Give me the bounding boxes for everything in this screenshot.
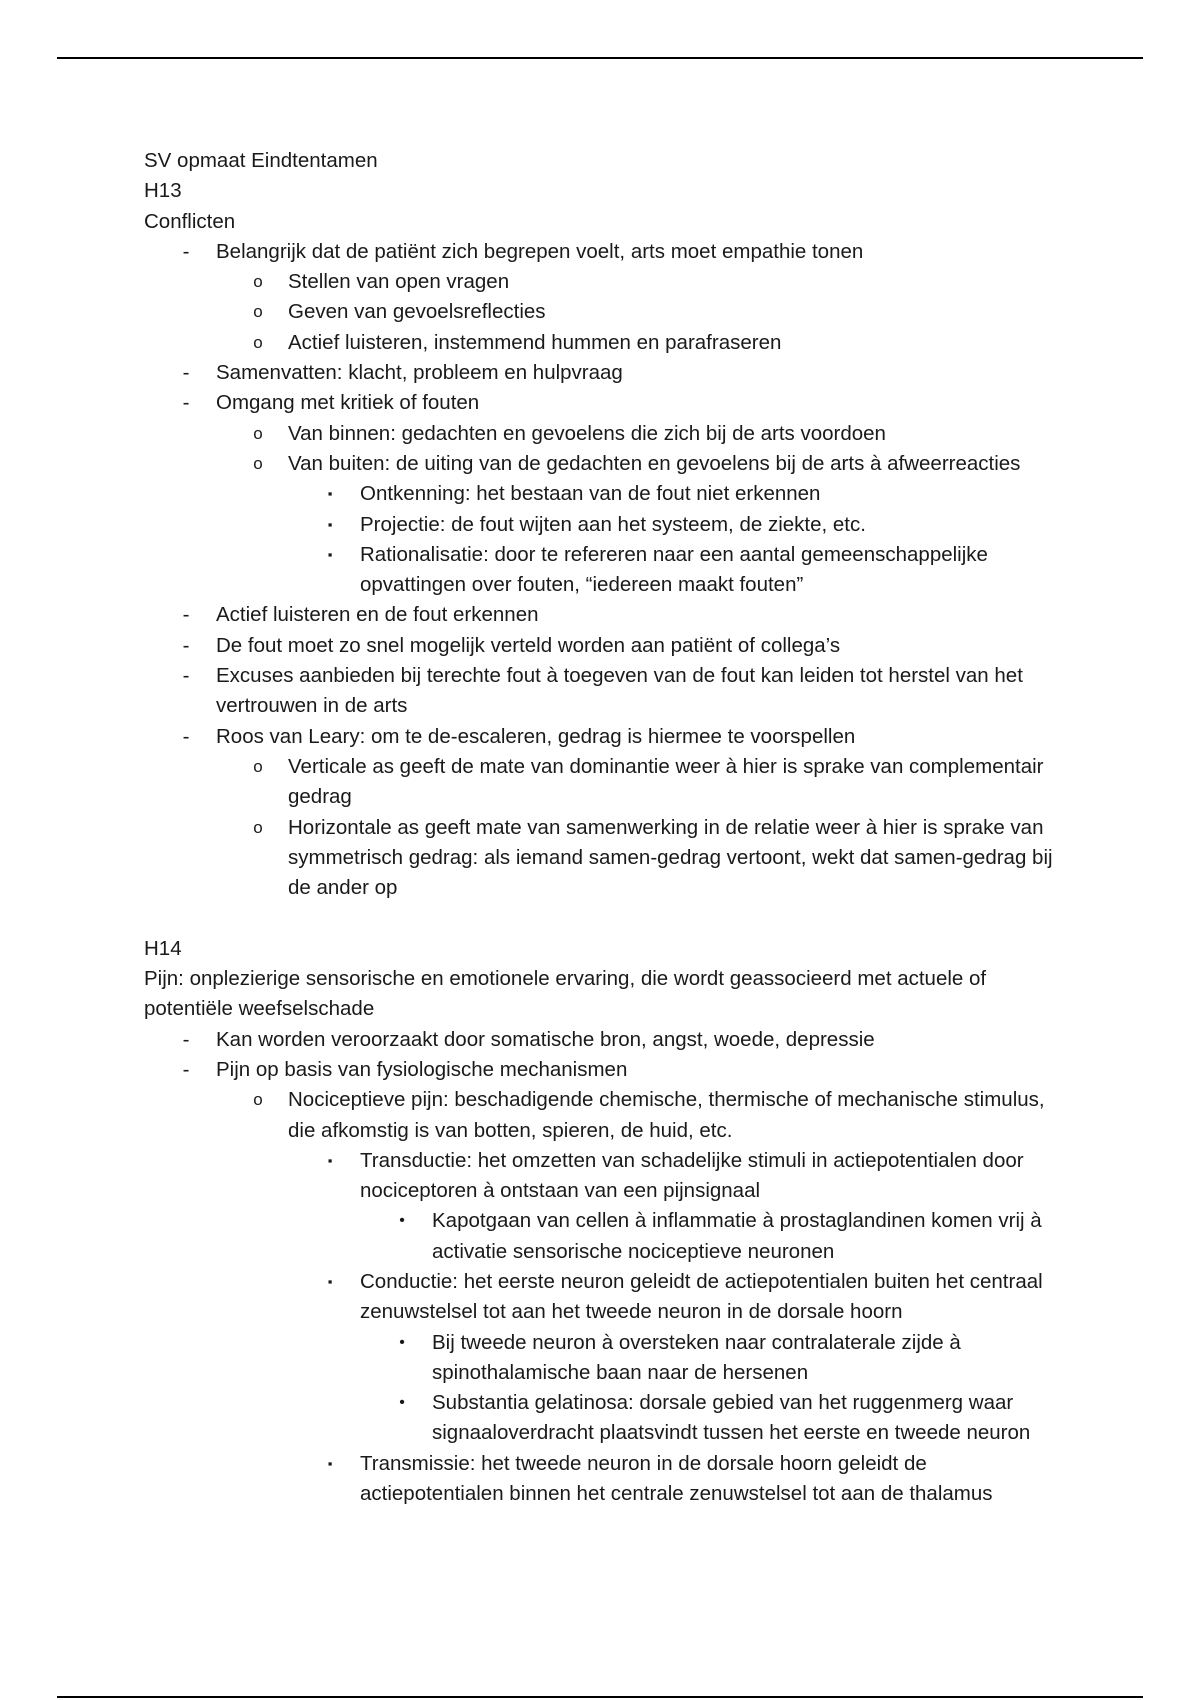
list-item: ▪ Ontkenning: het bestaan van de fout niet erkennen [144,479,1074,509]
list-item: - Excuses aanbieden bij terechte fout à toegeven van de fout kan leiden tot herstel van het vertrouwen in de arts [144,661,1074,722]
list-item: o Stellen van open vragen [144,267,1074,297]
list-item: o Actief luisteren, instemmend hummen en parafraseren [144,328,1074,358]
list-item: - De fout moet zo snel mogelijk verteld worden aan patiënt of collega’s [144,631,1074,661]
dash-marker: - [182,1027,190,1051]
square-bullet-icon: ▪ [327,546,333,562]
list-item: • Bij tweede neuron à oversteken naar contralaterale zijde à spinothalamische baan naar de hersenen [144,1328,1074,1389]
list-item: - Samenvatten: klacht, probleem en hulpvraag [144,358,1074,388]
dash-marker: - [182,724,190,748]
dash-marker: - [182,239,190,263]
dash-marker: - [182,664,190,688]
list-item: - Roos van Leary: om te de-escaleren, gedrag is hiermee te voorspellen [144,722,1074,752]
circle-bullet-icon: o [253,332,263,352]
list-item: ▪ Projectie: de fout wijten aan het systeem, de ziekte, etc. [144,510,1074,540]
dash-marker: - [182,391,190,415]
list-item: - Omgang met kritiek of fouten [144,388,1074,418]
list-item: ▪ Transmissie: het tweede neuron in de dorsale hoorn geleidt de actiepotentialen binnen het centrale zenuwstelsel tot aan de thalamus [144,1449,1074,1510]
round-bullet-icon: • [399,1333,405,1351]
circle-bullet-icon: o [253,423,263,443]
list-item: - Belangrijk dat de patiënt zich begrepen voelt, arts moet empathie tonen [144,237,1074,267]
square-bullet-icon: ▪ [327,516,333,532]
list-item: ▪ Rationalisatie: door te refereren naar een aantal gemeenschappelijke opvattingen over fouten, “iedereen maakt fouten” [144,540,1074,601]
header-rule [57,57,1143,59]
list-item: - Actief luisteren en de fout erkennen [144,600,1074,630]
dash-marker: - [182,603,190,627]
circle-bullet-icon: o [253,756,263,776]
square-bullet-icon: ▪ [327,1273,333,1289]
list-item: • Kapotgaan van cellen à inflammatie à prostaglandinen komen vrij à activatie sensorische nociceptieve neuronen [144,1206,1074,1267]
list-item: • Substantia gelatinosa: dorsale gebied van het ruggenmerg waar signaaloverdracht plaatsvindt tussen het eerste en tweede neuron [144,1388,1074,1449]
circle-bullet-icon: o [253,272,263,292]
round-bullet-icon: • [399,1212,405,1230]
dash-marker: - [182,361,190,385]
list-item: ▪ Transductie: het omzetten van schadelijke stimuli in actiepotentialen door nociceptoren à ontstaan van een pijnsignaal [144,1146,1074,1207]
list-item: - Pijn op basis van fysiologische mechanismen [144,1055,1074,1085]
list-item: o Horizontale as geeft mate van samenwerking in de relatie weer à hier is sprake van symmetrisch gedrag: als iemand samen-gedrag vertoont, wekt dat samen-gedrag bij de ander op [144,813,1074,904]
circle-bullet-icon: o [253,302,263,322]
circle-bullet-icon: o [253,1090,263,1110]
section-heading-h14: H14 [144,936,182,960]
footer-rule [57,1696,1143,1698]
square-bullet-icon: ▪ [327,1152,333,1168]
definition-paragraph: Pijn: onplezierige sensorische en emotionele ervaring, die wordt geassocieerd met actuele of potentiële weefselschade [144,967,987,1021]
document-title: SV opmaat Eindtentamen [144,149,378,172]
list-item: o Geven van gevoelsreflecties [144,297,1074,327]
list-item: - Kan worden veroorzaakt door somatische bron, angst, woede, depressie [144,1025,1074,1055]
dash-marker: - [182,1057,190,1081]
list-item: ▪ Conductie: het eerste neuron geleidt de actiepotentialen buiten het centraal zenuwstelsel tot aan het tweede neuron in de dorsale hoorn [144,1267,1074,1328]
section-spacer [144,903,1074,933]
square-bullet-icon: ▪ [327,1455,333,1471]
list-item: o Van binnen: gedachten en gevoelens die zich bij de arts voordoen [144,419,1074,449]
section-subheading: Conflicten [144,209,236,233]
list-item: o Nociceptieve pijn: beschadigende chemische, thermische of mechanische stimulus, die afkomstig is van botten, spieren, de huid, etc. [144,1085,1074,1146]
document-body [144,146,1074,1509]
dash-marker: - [182,633,190,657]
round-bullet-icon: • [399,1394,405,1412]
section-heading-h13: H13 [144,179,182,203]
list-item: o Verticale as geeft de mate van dominantie weer à hier is sprake van complementair gedrag [144,752,1074,813]
circle-bullet-icon: o [253,817,263,837]
square-bullet-icon: ▪ [327,486,333,502]
list-item: o Van buiten: de uiting van de gedachten en gevoelens bij de arts à afweerreacties [144,449,1074,479]
circle-bullet-icon: o [253,453,263,473]
